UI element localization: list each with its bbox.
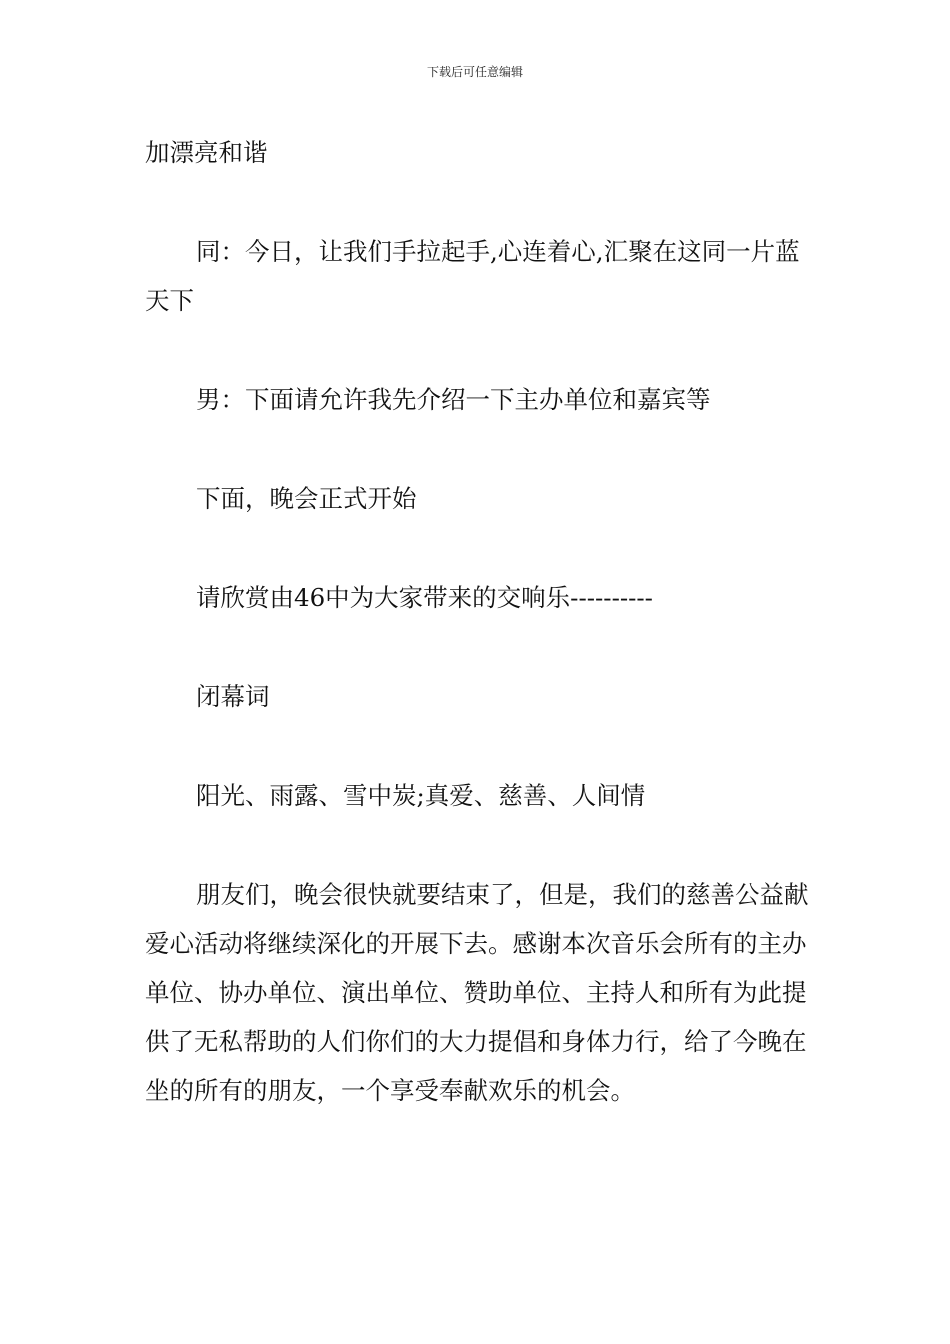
document-body bbox=[145, 128, 810, 1115]
paragraph-symphony: 请欣赏由46中为大家带来的交响乐---------- bbox=[196, 583, 653, 612]
paragraph-opening: 下面，晚会正式开始 bbox=[196, 484, 417, 513]
paragraph-continuation: 加漂亮和谐 bbox=[145, 138, 268, 167]
paragraph-sunshine: 阳光、雨露、雪中炭;真爱、慈善、人间情 bbox=[196, 781, 646, 810]
paragraph-friends: 朋友们，晚会很快就要结束了，但是，我们的慈善公益献爱心活动将继续深化的开展下去。感谢本次音乐会所有的主办单位、协办单位、演出单位、赞助单位、主持人和所有为此提供了无私帮助的人们你们的大力提倡和身体力行，给了今晚在坐的所有的朋友，一个享受奉献欢乐的机会。 bbox=[145, 880, 809, 1105]
paragraph-tong: 同：今日，让我们手拉起手,心连着心,汇聚在这同一片蓝天下 bbox=[145, 237, 800, 315]
page-header: 下载后可任意编辑 bbox=[426, 65, 523, 79]
paragraph-closing-title: 闭幕词 bbox=[196, 682, 270, 711]
paragraph-nan: 男：下面请允许我先介绍一下主办单位和嘉宾等 bbox=[196, 385, 711, 414]
